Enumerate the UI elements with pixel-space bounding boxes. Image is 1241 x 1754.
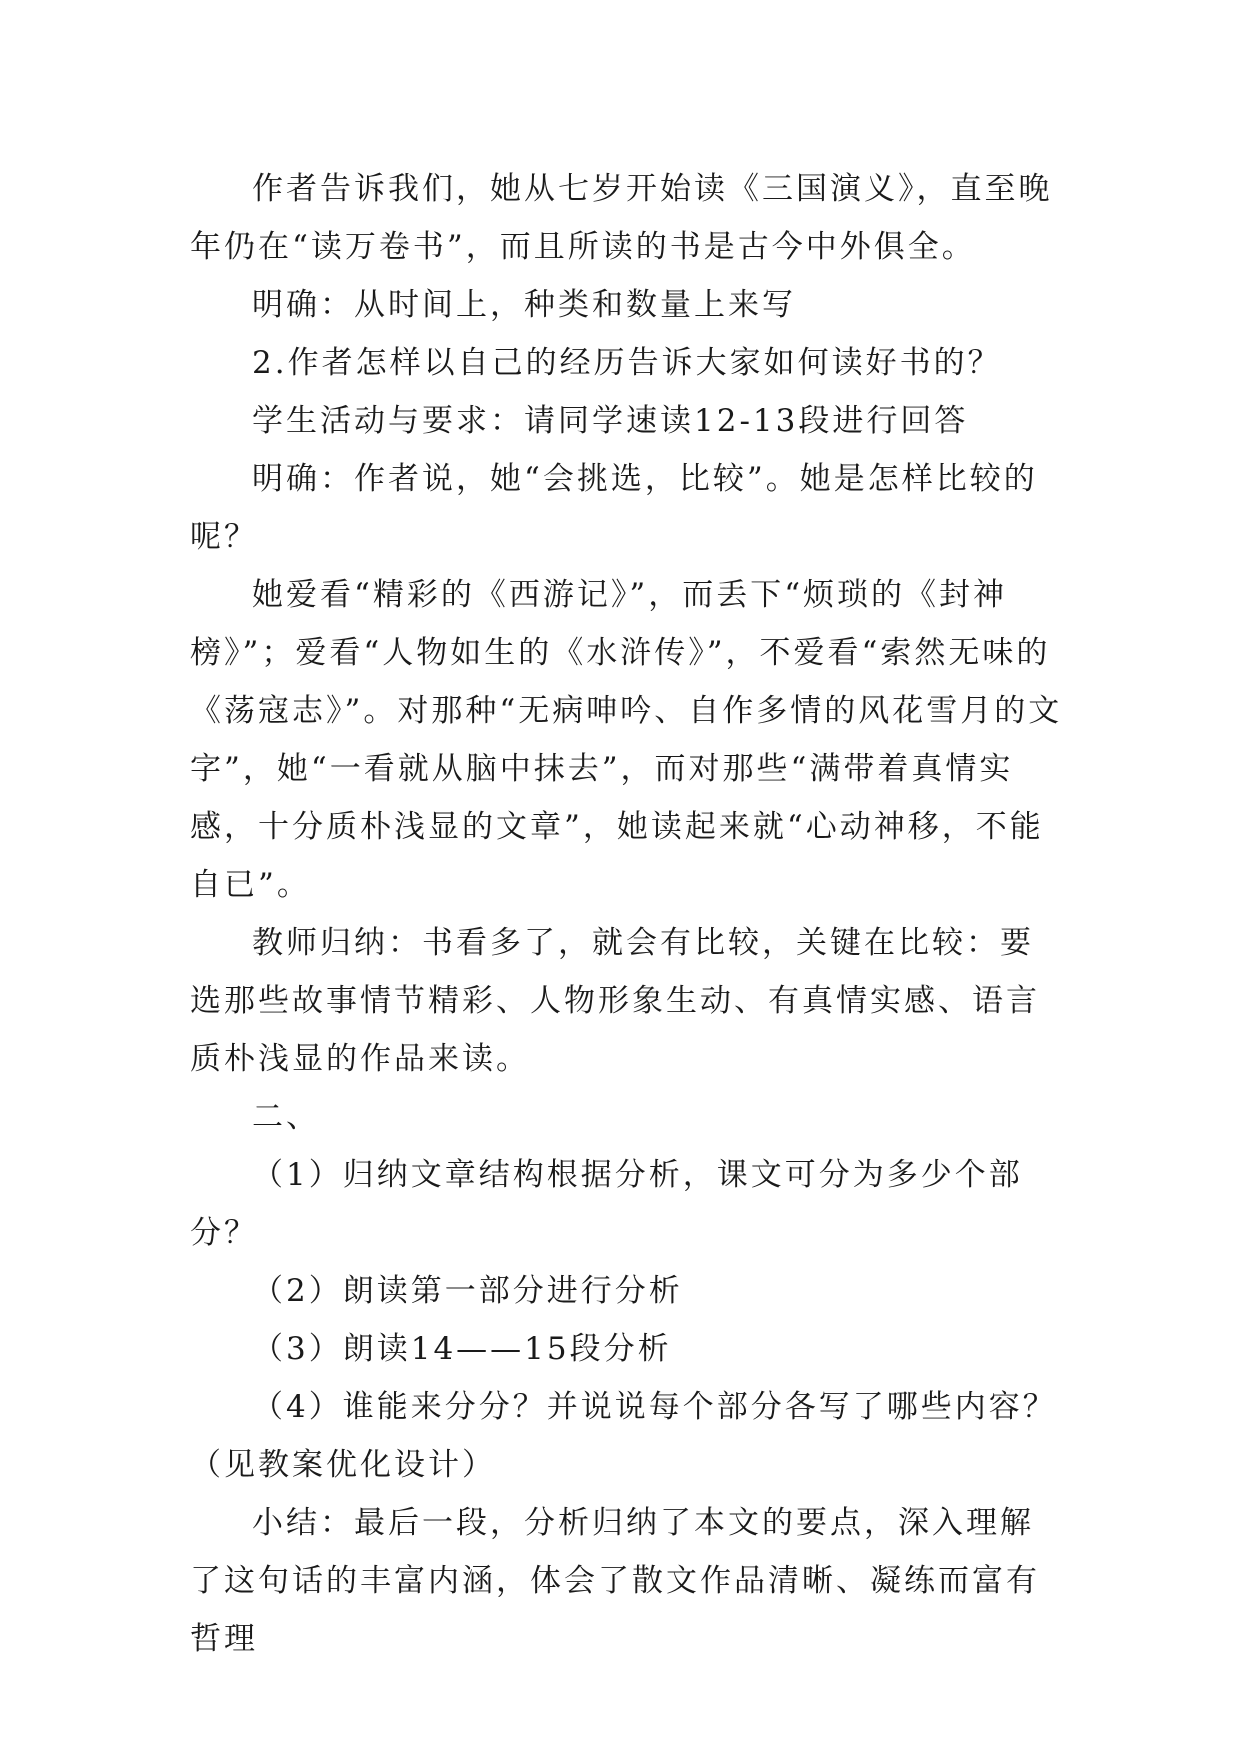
list-item-4: （4）谁能来分分？并说说每个部分各写了哪些内容？（见教案优化设计） (190, 1389, 1057, 1483)
paragraph-answer-compare: 明确：作者说，她“会挑选，比较”。她是怎样比较的呢？ (190, 461, 1038, 555)
section-heading-two: 二、 (252, 1099, 320, 1135)
paragraph-reading-history: 作者告诉我们，她从七岁开始读《三国演义》，直至晚年仍在“读万卷书”，而且所读的书是古今中外俱全。 (190, 171, 1053, 265)
list-item-3: （3）朗读14——15段分析 (252, 1331, 672, 1367)
document-body (190, 160, 1065, 1668)
list-item-2: （2）朗读第一部分进行分析 (252, 1273, 683, 1309)
paragraph-book-examples: 她爱看“精彩的《西游记》”，而丢下“烦琐的《封神榜》”；爱看“人物如生的《水浒传》”，不爱看“索然无味的《荡寇志》”。对那种“无病呻吟、自作多情的风花雪月的文字”，她“一看就从脑中抹去”，而对那些“满带着真情实感，十分质朴浅显的文章”，她读起来就“心动神移，不能自已”。 (190, 577, 1063, 903)
paragraph-answer-time-type: 明确：从时间上，种类和数量上来写 (252, 287, 796, 323)
paragraph-student-activity: 学生活动与要求：请同学速读12-13段进行回答 (252, 403, 969, 439)
paragraph-teacher-summary: 教师归纳：书看多了，就会有比较，关键在比较：要选那些故事情节精彩、人物形象生动、有真情实感、语言质朴浅显的作品来读。 (190, 925, 1040, 1077)
paragraph-conclusion: 小结：最后一段，分析归纳了本文的要点，深入理解了这句话的丰富内涵，体会了散文作品清晰、凝练而富有哲理 (190, 1505, 1040, 1657)
list-item-1: （1）归纳文章结构根据分析，课文可分为多少个部分？ (190, 1157, 1023, 1251)
paragraph-question-2: 2.作者怎样以自己的经历告诉大家如何读好书的？ (252, 345, 1002, 381)
